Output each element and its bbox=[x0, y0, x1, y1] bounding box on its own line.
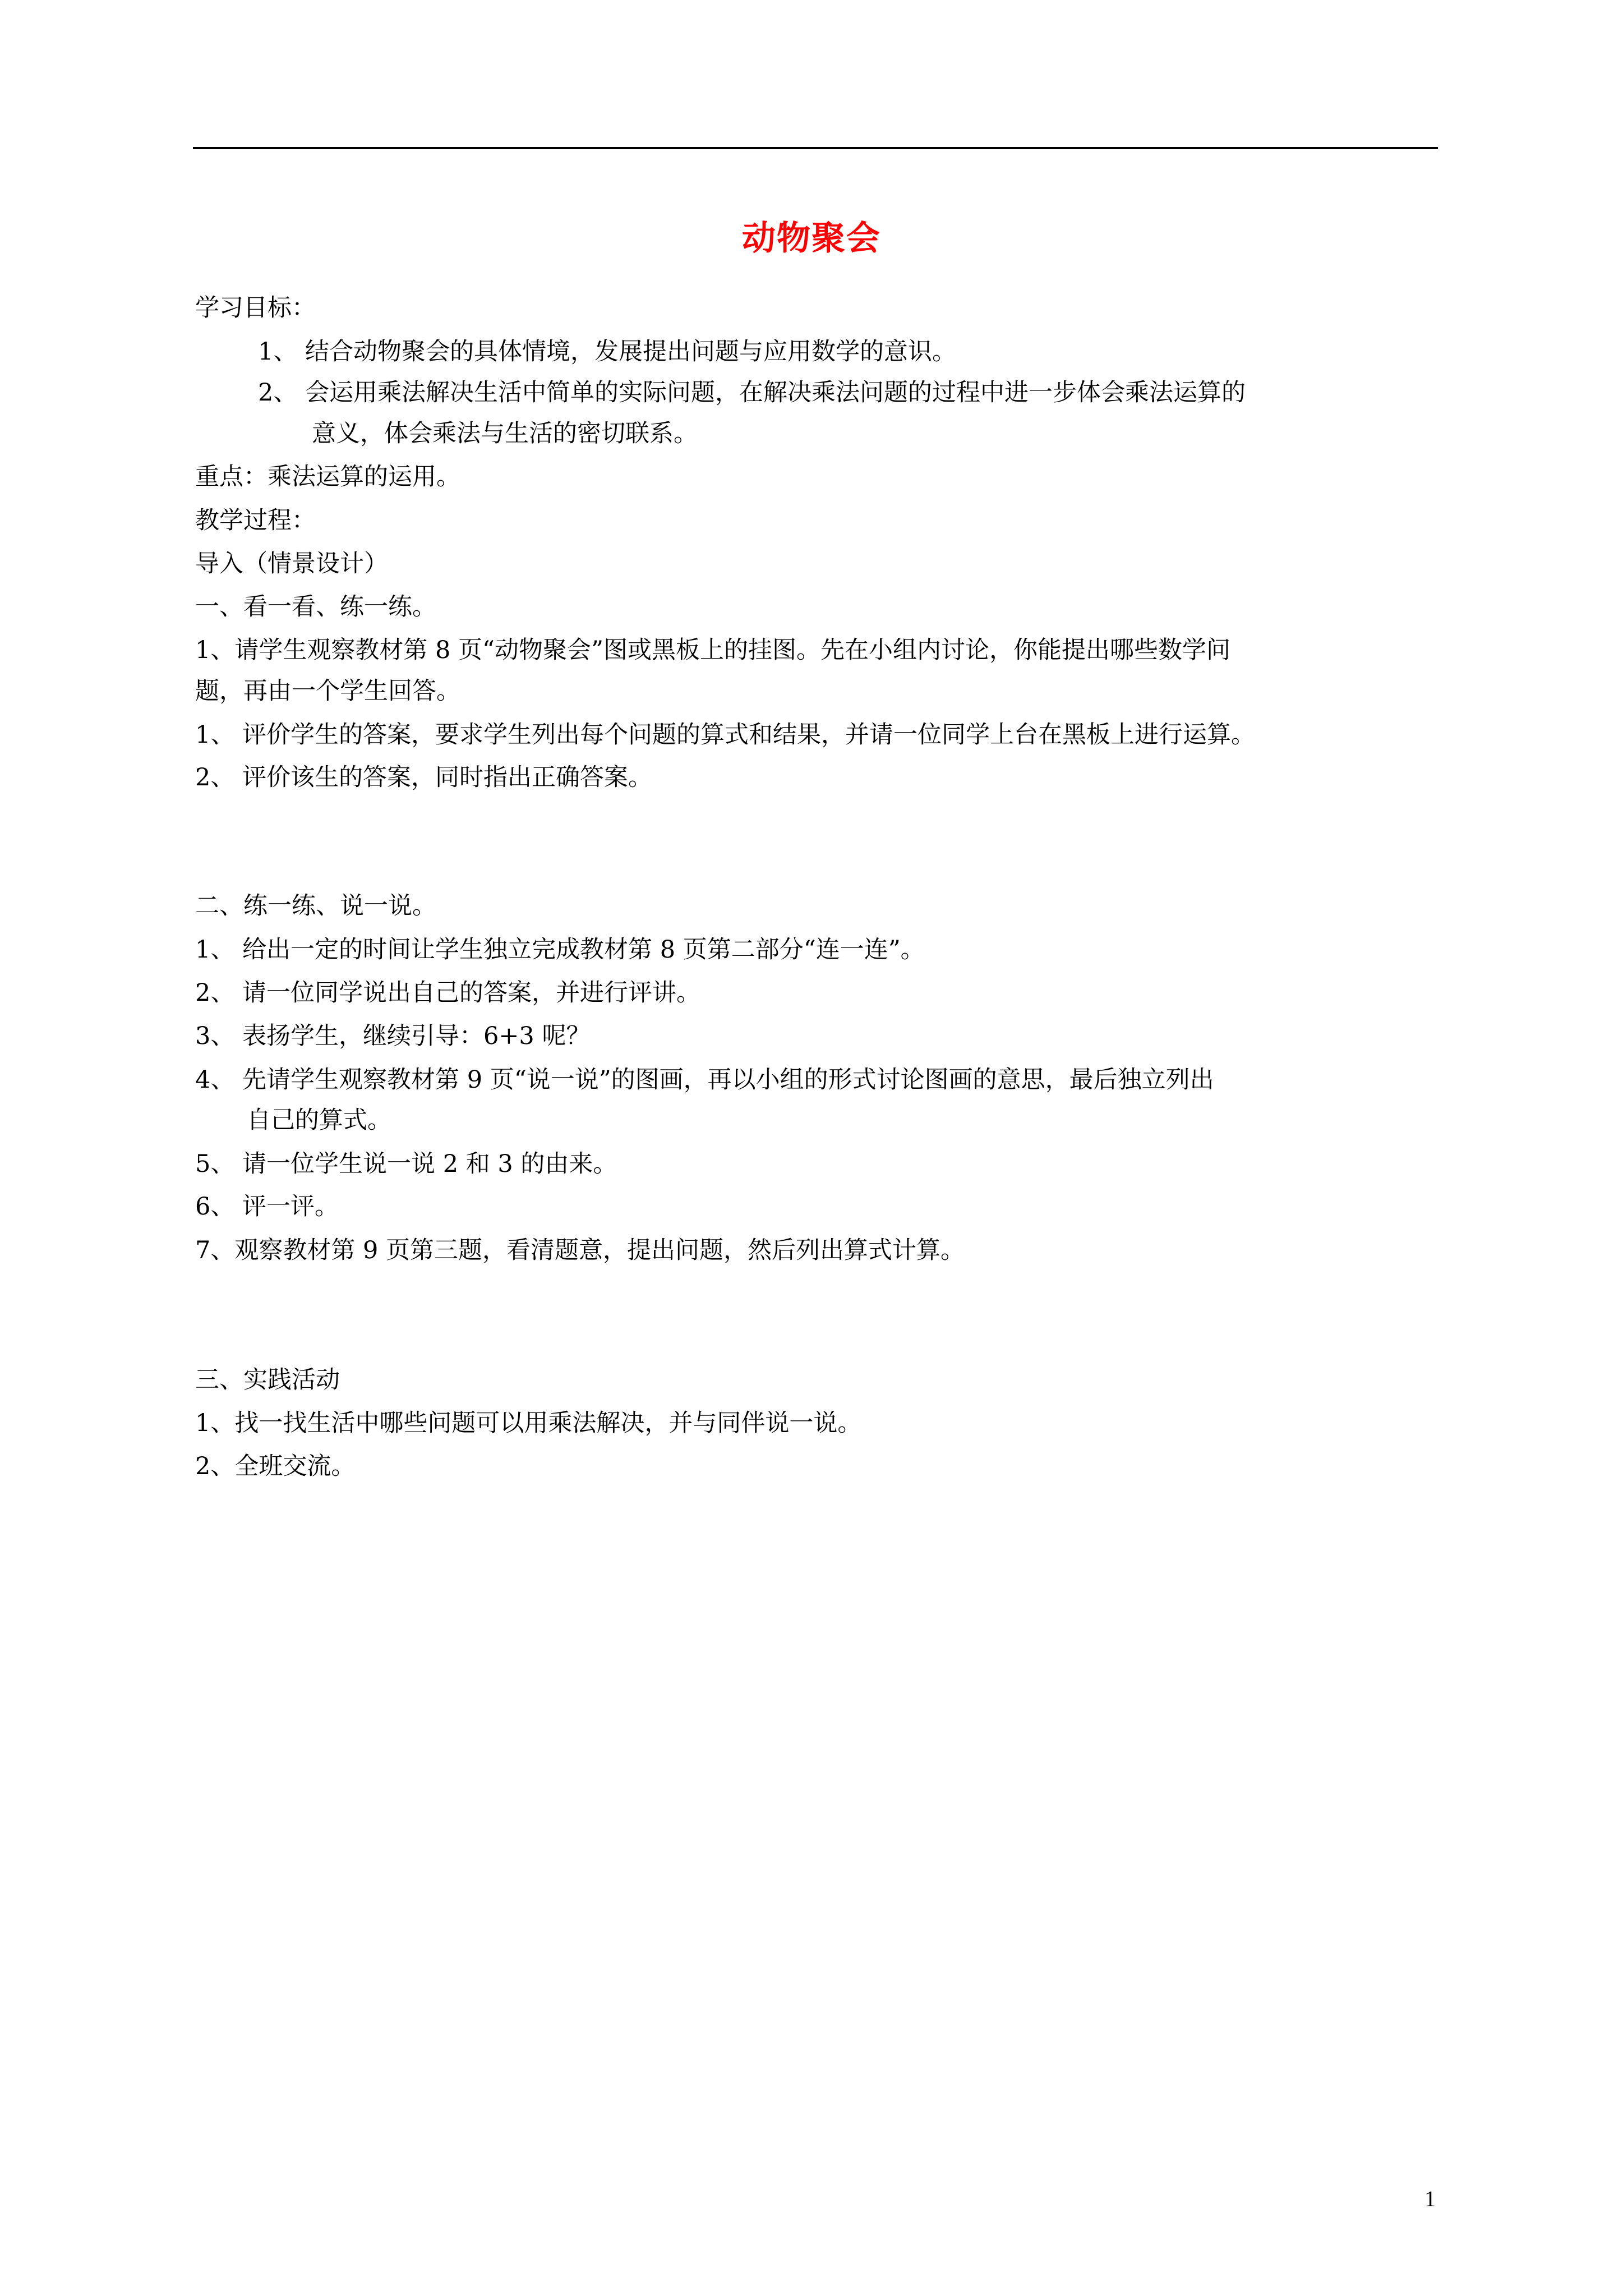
list-item: 1、 评价学生的答案，要求学生列出每个问题的算式和结果，并请一位同学上台在黑板上进行运算。 bbox=[195, 721, 1256, 749]
intro-heading: 导入（情景设计） bbox=[195, 550, 388, 578]
list-item-continued: 题，再由一个学生回答。 bbox=[195, 677, 460, 705]
list-item: 2、 评价该生的答案，同时指出正确答案。 bbox=[195, 763, 653, 792]
objective-item-2-continued: 意义，体会乘法与生活的密切联系。 bbox=[312, 420, 698, 448]
section-label-objectives: 学习目标： bbox=[195, 294, 316, 322]
list-item: 1、找一找生活中哪些问题可以用乘法解决，并与同伴说一说。 bbox=[195, 1409, 862, 1437]
section-label-process: 教学过程： bbox=[195, 507, 316, 535]
page-number: 1 bbox=[1424, 2186, 1436, 2211]
list-item: 6、 评一评。 bbox=[195, 1193, 339, 1221]
header-rule bbox=[193, 147, 1438, 149]
list-item: 7、观察教材第 9 页第三题，看清题意，提出问题，然后列出算式计算。 bbox=[195, 1236, 965, 1264]
list-item: 1、请学生观察教材第 8 页“动物聚会”图或黑板上的挂图。先在小组内讨论，你能提出哪些数学问 bbox=[195, 636, 1231, 664]
objective-item-1: 1、 结合动物聚会的具体情境，发展提出问题与应用数学的意识。 bbox=[258, 338, 957, 366]
list-item: 2、 请一位同学说出自己的答案，并进行评讲。 bbox=[195, 979, 701, 1007]
section-heading-1: 一、看一看、练一练。 bbox=[195, 593, 436, 621]
objective-item-2: 2、 会运用乘法解决生活中简单的实际问题，在解决乘法问题的过程中进一步体会乘法运算的 bbox=[258, 379, 1246, 407]
list-item: 5、 请一位学生说一说 2 和 3 的由来。 bbox=[195, 1150, 617, 1178]
section-heading-2: 二、练一练、说一说。 bbox=[195, 892, 436, 920]
list-item: 4、 先请学生观察教材第 9 页“说一说”的图画，再以小组的形式讨论图画的意思，最后独立列出 bbox=[195, 1066, 1214, 1094]
list-item-continued: 自己的算式。 bbox=[247, 1106, 391, 1134]
document-title: 动物聚会 bbox=[742, 219, 881, 258]
list-item: 1、 给出一定的时间让学生独立完成教材第 8 页第二部分“连一连”。 bbox=[195, 936, 925, 964]
list-item: 3、 表扬学生，继续引导：6+3 呢？ bbox=[195, 1022, 591, 1050]
section-heading-3: 三、实践活动 bbox=[195, 1366, 340, 1394]
key-point: 重点：乘法运算的运用。 bbox=[195, 463, 460, 491]
list-item: 2、全班交流。 bbox=[195, 1452, 356, 1480]
